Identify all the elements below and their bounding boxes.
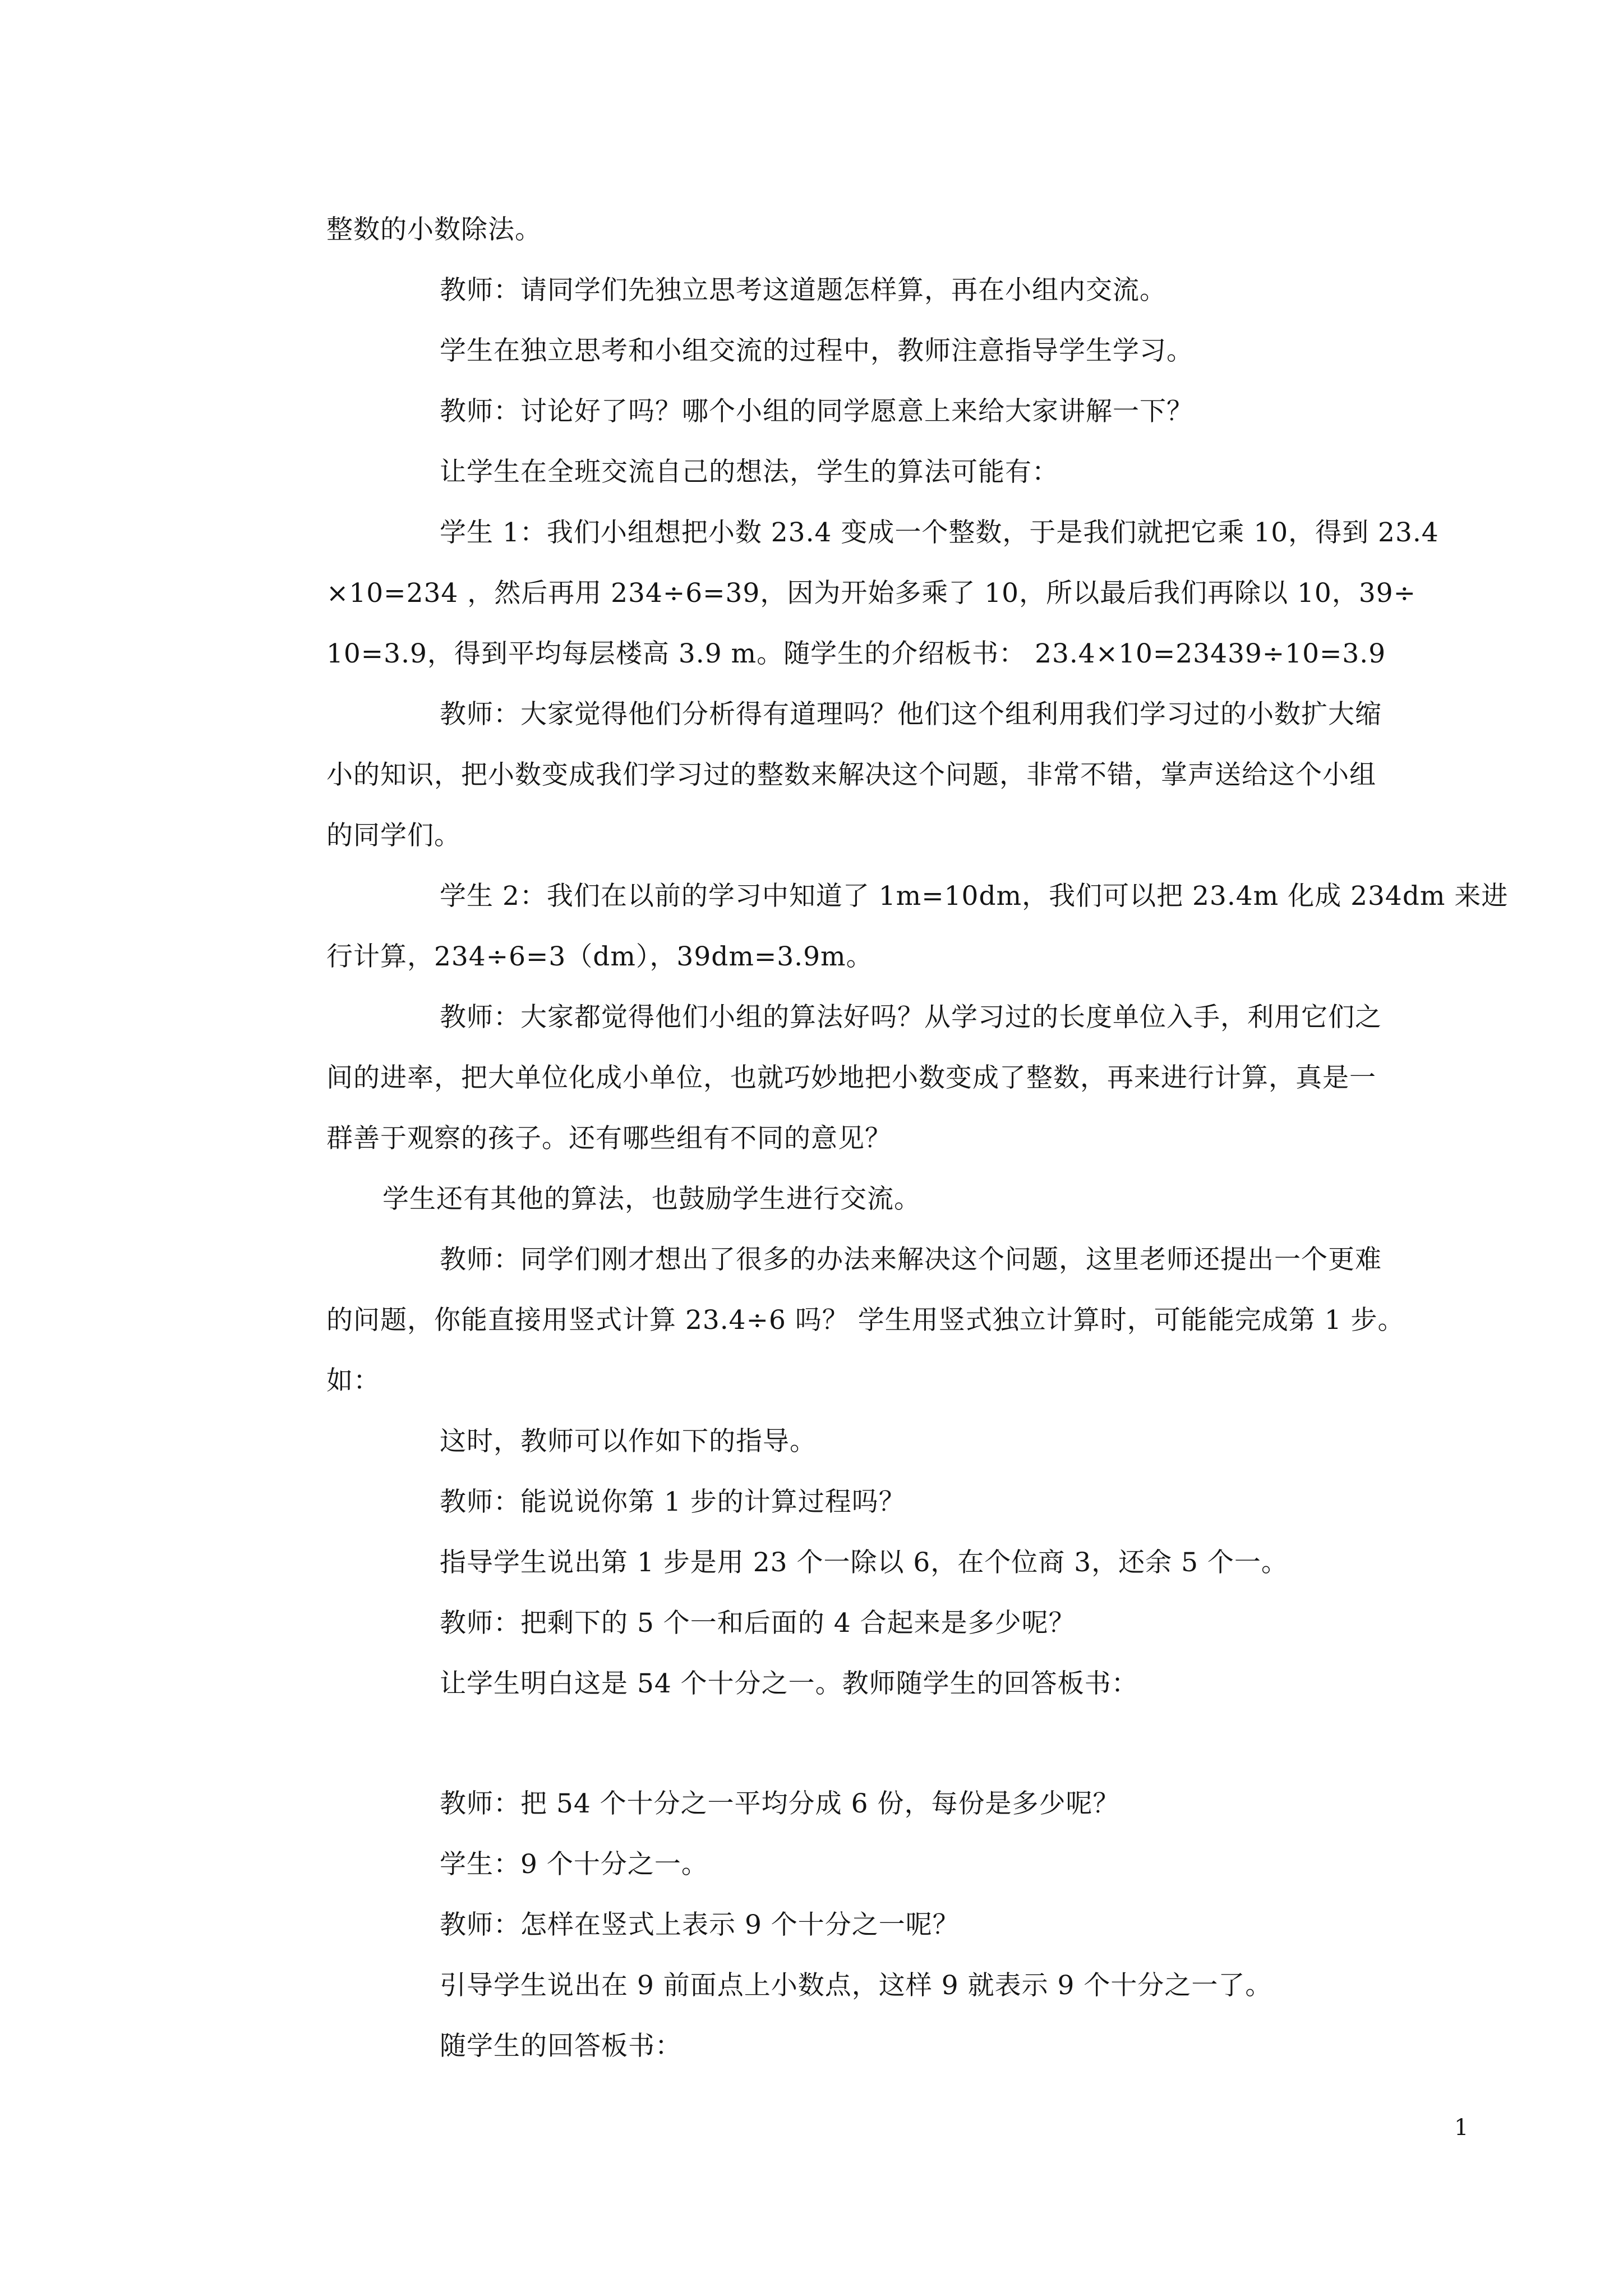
- text-line: 学生还有其他的算法，也鼓励学生进行交流。: [382, 1184, 921, 1214]
- text-line: 10=3.9，得到平均每层楼高 3.9 m。随学生的介绍板书： 23.4×10=23439÷10=3.9: [326, 638, 1386, 669]
- text-line: 如：: [326, 1365, 380, 1396]
- text-line: 教师：怎样在竖式上表示 9 个十分之一呢？: [440, 1910, 960, 1940]
- text-line: 群善于观察的孩子。还有哪些组有不同的意见？: [326, 1123, 892, 1154]
- text-line: 的问题，你能直接用竖式计算 23.4÷6 吗？ 学生用竖式独立计算时，可能能完成第 1 步。: [326, 1305, 1405, 1336]
- text-line: 的同学们。: [326, 820, 461, 851]
- text-line: 让学生明白这是 54 个十分之一。教师随学生的回答板书：: [440, 1668, 1138, 1699]
- text-line: 行计算，234÷6=3（dm），39dm=3.9m。: [326, 941, 873, 972]
- text-line: 教师：把剩下的 5 个一和后面的 4 合起来是多少呢？: [440, 1608, 1076, 1639]
- text-line: 教师：能说说你第 1 步的计算过程吗？: [440, 1487, 906, 1517]
- text-line: 学生：9 个十分之一。: [440, 1849, 708, 1880]
- text-line: 让学生在全班交流自己的想法，学生的算法可能有：: [440, 457, 1059, 487]
- text-line: 教师：讨论好了吗？哪个小组的同学愿意上来给大家讲解一下？: [440, 396, 1193, 427]
- text-line: 随学生的回答板书：: [440, 2031, 682, 2062]
- text-line: ×10=234 ，然后再用 234÷6=39，因为开始多乘了 10，所以最后我们再除以 10，39÷: [326, 578, 1417, 609]
- text-line: 教师：请同学们先独立思考这道题怎样算，再在小组内交流。: [440, 275, 1166, 306]
- text-line: 教师：大家觉得他们分析得有道理吗？他们这个组利用我们学习过的小数扩大缩: [440, 699, 1382, 730]
- text-line: 学生 2：我们在以前的学习中知道了 1m=10dm，我们可以把 23.4m 化成 234dm 来进: [440, 881, 1509, 912]
- text-line: 小的知识，把小数变成我们学习过的整数来解决这个问题，非常不错，掌声送给这个小组: [326, 760, 1376, 790]
- text-line: 这时，教师可以作如下的指导。: [440, 1426, 817, 1457]
- text-line: 引导学生说出在 9 前面点上小数点，这样 9 就表示 9 个十分之一了。: [440, 1970, 1272, 2001]
- text-line: 间的进率，把大单位化成小单位，也就巧妙地把小数变成了整数，再来进行计算，真是一: [326, 1062, 1376, 1093]
- text-line: 教师：大家都觉得他们小组的算法好吗？从学习过的长度单位入手，利用它们之: [440, 1002, 1382, 1033]
- text-line: 教师：把 54 个十分之一平均分成 6 份，每份是多少呢？: [440, 1788, 1120, 1819]
- text-line: 整数的小数除法。: [326, 214, 542, 245]
- text-line: 学生 1：我们小组想把小数 23.4 变成一个整数，于是我们就把它乘 10，得到 23.4: [440, 517, 1439, 548]
- text-line: 指导学生说出第 1 步是用 23 个一除以 6，在个位商 3，还余 5 个一。: [440, 1547, 1288, 1578]
- text-line: 学生在独立思考和小组交流的过程中，教师注意指导学生学习。: [440, 335, 1193, 366]
- page-number: 1: [1454, 2115, 1469, 2141]
- text-line: 教师：同学们刚才想出了很多的办法来解决这个问题，这里老师还提出一个更难: [440, 1244, 1382, 1275]
